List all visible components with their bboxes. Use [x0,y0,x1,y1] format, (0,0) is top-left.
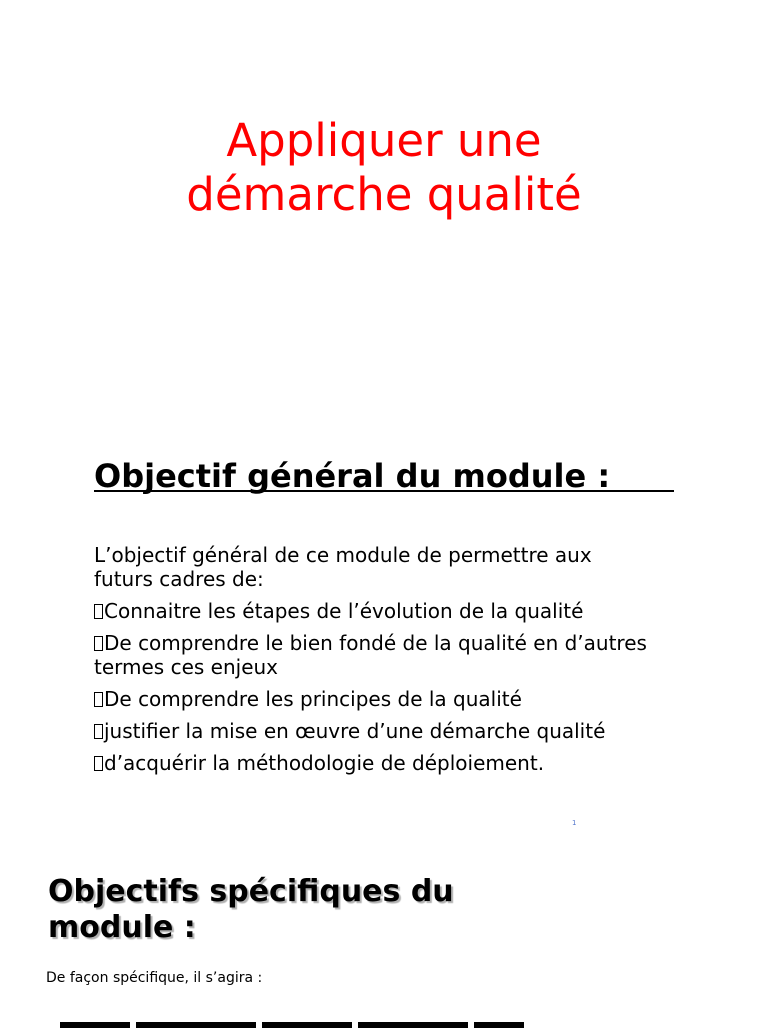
document-title-line-1: Appliquer une [226,114,542,167]
objective-item [94,687,654,711]
objective-item-text: Connaitre les étapes de l’évolution de la qualité [104,599,584,623]
general-objective-heading: Objectif général du module : [94,456,674,492]
bullet-icon [94,604,103,619]
objective-item-text: justifier la mise en œuvre d’une démarche qualité [104,719,606,743]
bullet-icon [94,756,103,771]
bullet-icon [94,692,103,707]
objective-item [94,719,654,743]
document-title-line-2: démarche qualité [186,168,582,221]
page-marker: 1 [572,819,577,827]
general-objective-intro: L’objectif général de ce module de permettre aux futurs cadres de: [94,543,592,591]
objective-item-text: d’acquérir la méthodologie de déploiement. [104,751,545,775]
document-title [0,114,768,222]
specific-objectives-heading: Objectifs spécifiques du module : [48,874,454,945]
objective-item-text: De comprendre les principes de la qualité [104,687,522,711]
specific-objectives-intro: De façon spécifique, il s’agira : [46,970,263,986]
bullet-icon [94,724,103,739]
general-objective-body [94,543,654,783]
cut-off-text-line [60,1014,540,1028]
objective-item-text: De comprendre le bien fondé de la qualité en d’autres termes ces enjeux [94,631,647,679]
objective-item [94,599,654,623]
bullet-icon [94,636,103,651]
objective-item [94,631,654,679]
objective-item [94,751,654,775]
